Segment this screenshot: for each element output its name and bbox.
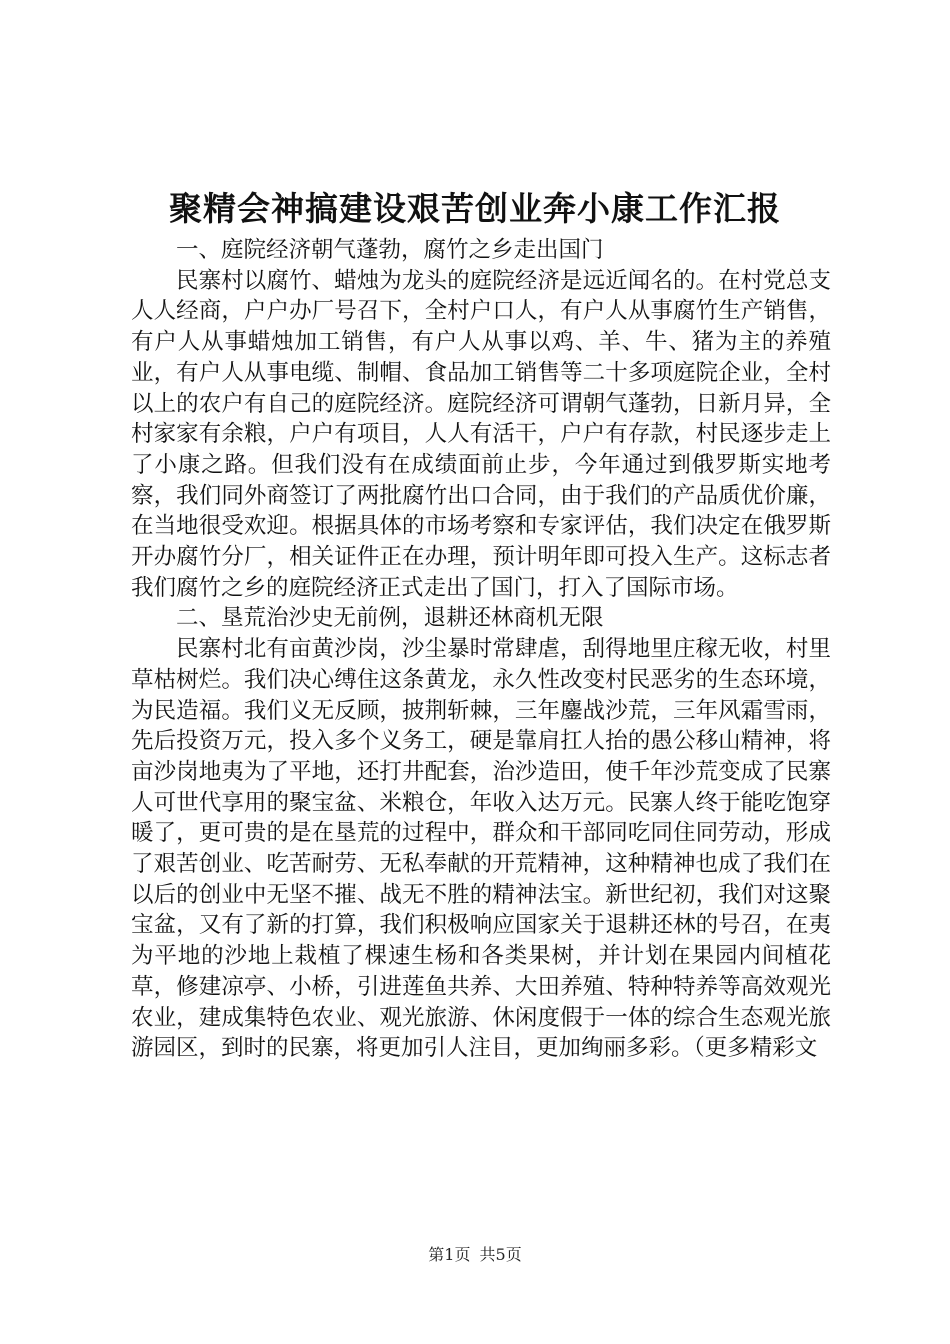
- page-footer: [0, 1244, 950, 1266]
- section-paragraph: 民寨村以腐竹、蜡烛为龙头的庭院经济是远近闻名的。在村党总支人人经商，户户办厂号召下，全村户口人，有户人从事腐竹生产销售，有户人从事蜡烛加工销售，有户人从事以鸡、羊、牛、猪为主的养殖业，有户人从事电缆、制帽、食品加工销售等二十多项庭院企业，全村以上的农户有自己的庭院经济。庭院经济可谓朝气蓬勃，日新月异，全村家家有余粮，户户有项目，人人有活干，户户有存款，村民逐步走上了小康之路。但我们没有在成绩面前止步，今年通过到俄罗斯实地考察，我们同外商签订了两批腐竹出口合同，由于我们的产品质优价廉，在当地很受欢迎。根据具体的市场考察和专家评估，我们决定在俄罗斯开办腐竹分厂，相关证件正在办理，预计明年即可投入生产。这标志者我们腐竹之乡的庭院经济正式走出了国门，打入了国际市场。: [131, 267, 831, 601]
- document-body: [131, 235, 831, 1064]
- page-number: 第1页: [428, 1245, 471, 1264]
- section-heading: 二、垦荒治沙史无前例，退耕还林商机无限: [176, 605, 604, 632]
- page-total: 共5页: [479, 1245, 522, 1264]
- section-heading: 一、庭院经济朝气蓬勃，腐竹之乡走出国门: [176, 237, 604, 263]
- section-paragraph: 民寨村北有亩黄沙岗，沙尘暴时常肆虐，刮得地里庄稼无收，村里草枯树烂。我们决心缚住这条黄龙，永久性改变村民恶劣的生态环境，为民造福。我们义无反顾，披荆斩棘，三年鏖战沙荒，三年风霜雪雨，先后投资万元，投入多个义务工，硬是靠肩扛人抬的愚公移山精神，将亩沙岗地夷为了平地，还打井配套，治沙造田，使千年沙荒变成了民寨人可世代享用的聚宝盆、米粮仓，年收入达万元。民寨人终于能吃饱穿暖了，更可贵的是在垦荒的过程中，群众和干部同吃同住同劳动，形成了艰苦创业、吃苦耐劳、无私奉献的开荒精神，这种精神也成了我们在以后的创业中无坚不摧、战无不胜的精神法宝。新世纪初，我们对这聚宝盆，又有了新的打算，我们积极响应国家关于退耕还林的号召，在夷为平地的沙地上栽植了棵速生杨和各类果树，并计划在果园内间植花草，修建凉亭、小桥，引进莲鱼共养、大田养殖、特种特养等高效观光农业，建成集特色农业、观光旅游、休闲度假于一体的综合生态观光旅游园区，到时的民寨，将更加引人注目，更加绚丽多彩。（更多精彩文: [131, 636, 831, 1062]
- document-title: 聚精会神搞建设艰苦创业奔小康工作汇报: [169, 189, 781, 228]
